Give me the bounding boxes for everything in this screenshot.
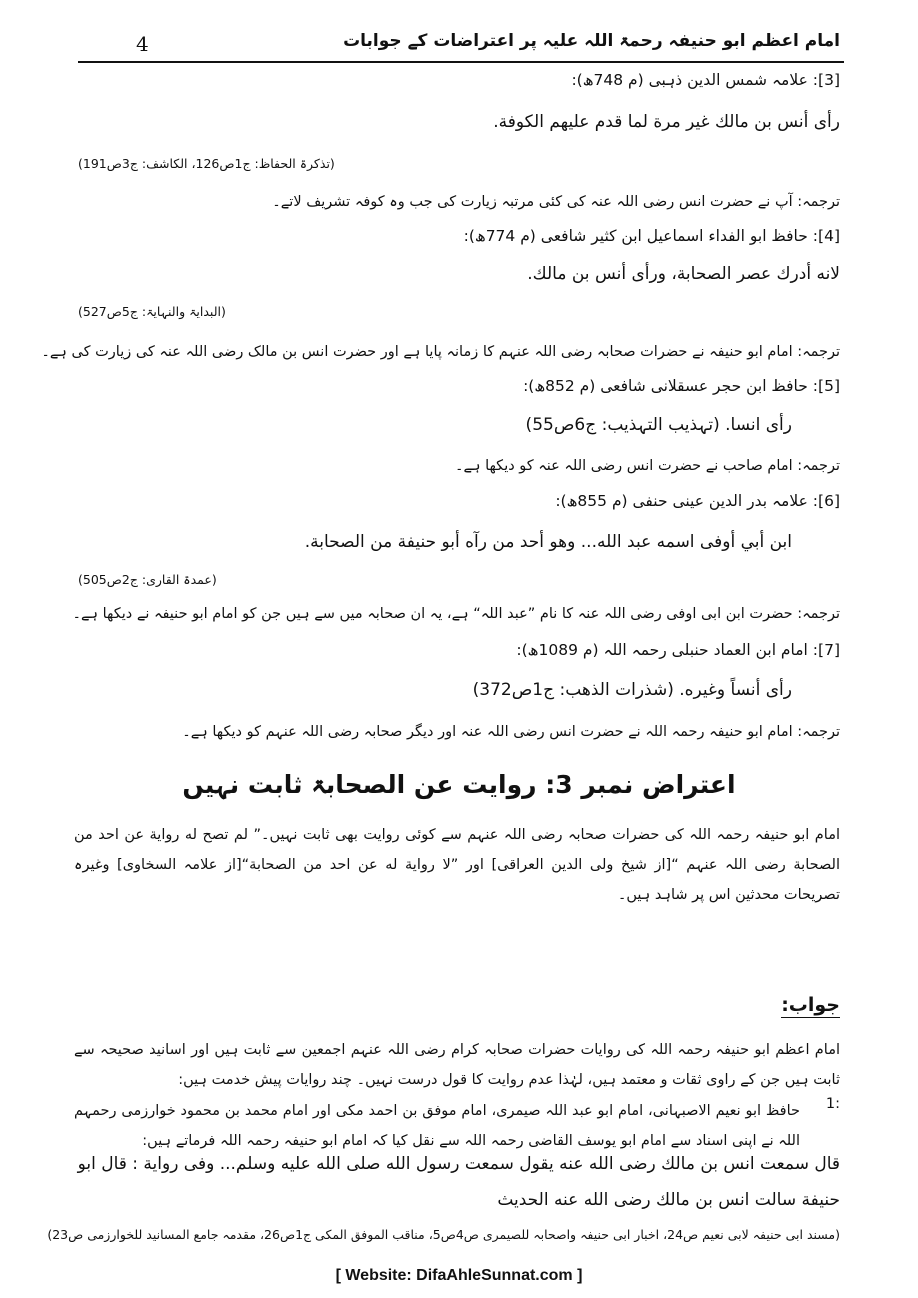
translation: ترجمہ: امام ابو حنیفہ نے حضرات صحابہ رضی اللہ عنہم کا زمانہ پایا ہے اور حضرت انس بن مالک رضی اللہ عنہ کی زیارت کی ہے۔ bbox=[41, 344, 840, 360]
entry-heading: [5]: حافظ ابن حجر عسقلانی شافعی (م 852ھ): bbox=[523, 377, 840, 395]
answer-label: جواب: bbox=[781, 994, 840, 1016]
list-item-text: حافظ ابو نعیم الاصبہانی، امام ابو عبد اللہ صیمری، امام موفق بن احمد مکی اور امام محمد بن محمود خوارزمی رحمہم اللہ نے اپنی اسناد سے امام ابو یوسف القاضی رحمہ اللہ سے نقل کیا کہ امام ابو حنیفہ رحمہ اللہ فرماتے ہیں: bbox=[74, 1103, 800, 1149]
reference: (البدایۃ والنہایۃ: ج5ص527) bbox=[78, 304, 226, 319]
entry-heading: [3]: علامہ شمس الدین ذہبی (م 748ھ): bbox=[571, 71, 840, 89]
entry-heading: [4]: حافظ ابو الفداء اسماعیل ابن کثیر شافعی (م 774ھ): bbox=[463, 227, 840, 245]
objection-paragraph: امام ابو حنیفہ رحمہ اللہ کی حضرات صحابہ رضی اللہ عنہم سے کوئی روایت بھی ثابت نہیں۔” لم تصح له رواية عن احد من الصحابة رضی اللہ عنہم “[از شیخ ولی الدین العراقی] اور ”لا رواية له عن احد من الصحابة“[از علامہ السخاوی] وغیرہ تصریحات محدثین اس پر شاہد ہیں۔ bbox=[74, 827, 840, 903]
arabic-quote: ابن أبي أوفى اسمه عبد الله... وهو أحد من رآه أبو حنيفة من الصحابة. bbox=[304, 532, 792, 552]
arabic-quote: لانه أدرك عصر الصحابة، ورأى أنس بن مالك. bbox=[527, 264, 840, 284]
reference: (عمدۃ القاری: ج2ص505) bbox=[78, 572, 217, 587]
list-item-number: 1: bbox=[825, 1096, 840, 1112]
arabic-quote: رأی انسا. (تہذیب التہذیب: ج6ص55) bbox=[525, 415, 792, 435]
header-rule bbox=[78, 61, 844, 63]
translation: ترجمہ: آپ نے حضرت انس رضی اللہ عنہ کی کئی مرتبہ زیارت کی جب وہ کوفہ تشریف لاتے۔ bbox=[272, 194, 840, 210]
section-heading: اعتراض نمبر 3: روایت عن الصحابۃ ثابت نہیں bbox=[182, 770, 736, 799]
reference: (مسند ابی حنیفہ لابی نعیم ص24، اخبار ابی حنیفہ واصحابہ للصیمری ص4ص5، مناقب الموفق المکی ج1ص26، مقدمہ جامع المسانید للخوارزمی ص23) bbox=[47, 1227, 840, 1242]
website-footer: [ Website: DifaAhleSunnat.com ] bbox=[335, 1267, 583, 1284]
entry-heading: [7]: امام ابن العماد حنبلی رحمہ اللہ (م 1089ھ): bbox=[516, 641, 840, 659]
translation: ترجمہ: امام صاحب نے حضرت انس رضی اللہ عنہ کو دیکھا ہے۔ bbox=[454, 458, 840, 474]
answer-paragraph: امام اعظم ابو حنیفہ رحمہ اللہ کی روایات حضرات صحابہ کرام رضی اللہ عنہم اجمعین سے ثابت ہیں اور اسانید صحیحہ سے ثابت ہیں جن کے راوی ثقات و معتمد ہیں، لہٰذا عدم روایت کا قول درست نہیں۔ چند روایات پیش خدمت ہیں: bbox=[74, 1042, 840, 1088]
hadith-quote: قال سمعت انس بن مالك رضی الله عنه يقول سمعت رسول الله صلی الله علیه وسلم... وفی رواية : قال ابو حنيفة سالت انس بن مالك رضی الله عنه الحديث bbox=[77, 1154, 840, 1210]
arabic-quote: رأى أنساً وغيره. (شذرات الذهب: ج1ص372) bbox=[472, 680, 792, 700]
page-number: 4 bbox=[136, 32, 149, 56]
translation: ترجمہ: امام ابو حنیفہ رحمہ اللہ نے حضرت انس رضی اللہ عنہ اور دیگر صحابہ رضی اللہ عنہم کو دیکھا ہے۔ bbox=[182, 724, 840, 740]
entry-heading: [6]: علامہ بدر الدین عینی حنفی (م 855ھ): bbox=[555, 492, 840, 510]
translation: ترجمہ: حضرت ابن ابی اوفی رضی اللہ عنہ کا نام ”عبد اللہ“ ہے، یہ ان صحابہ میں سے ہیں جن کو امام ابو حنیفہ نے دیکھا ہے۔ bbox=[72, 606, 840, 622]
running-header-title: امام اعظم ابو حنیفہ رحمۃ اللہ علیہ پر اعتراضات کے جوابات bbox=[343, 31, 840, 51]
reference: (تذکرۃ الحفاظ: ج1ص126، الکاشف: ج3ص191) bbox=[78, 156, 335, 171]
arabic-quote: رأی أنس بن مالك غير مرة لما قدم عليهم الكوفة. bbox=[493, 112, 840, 132]
